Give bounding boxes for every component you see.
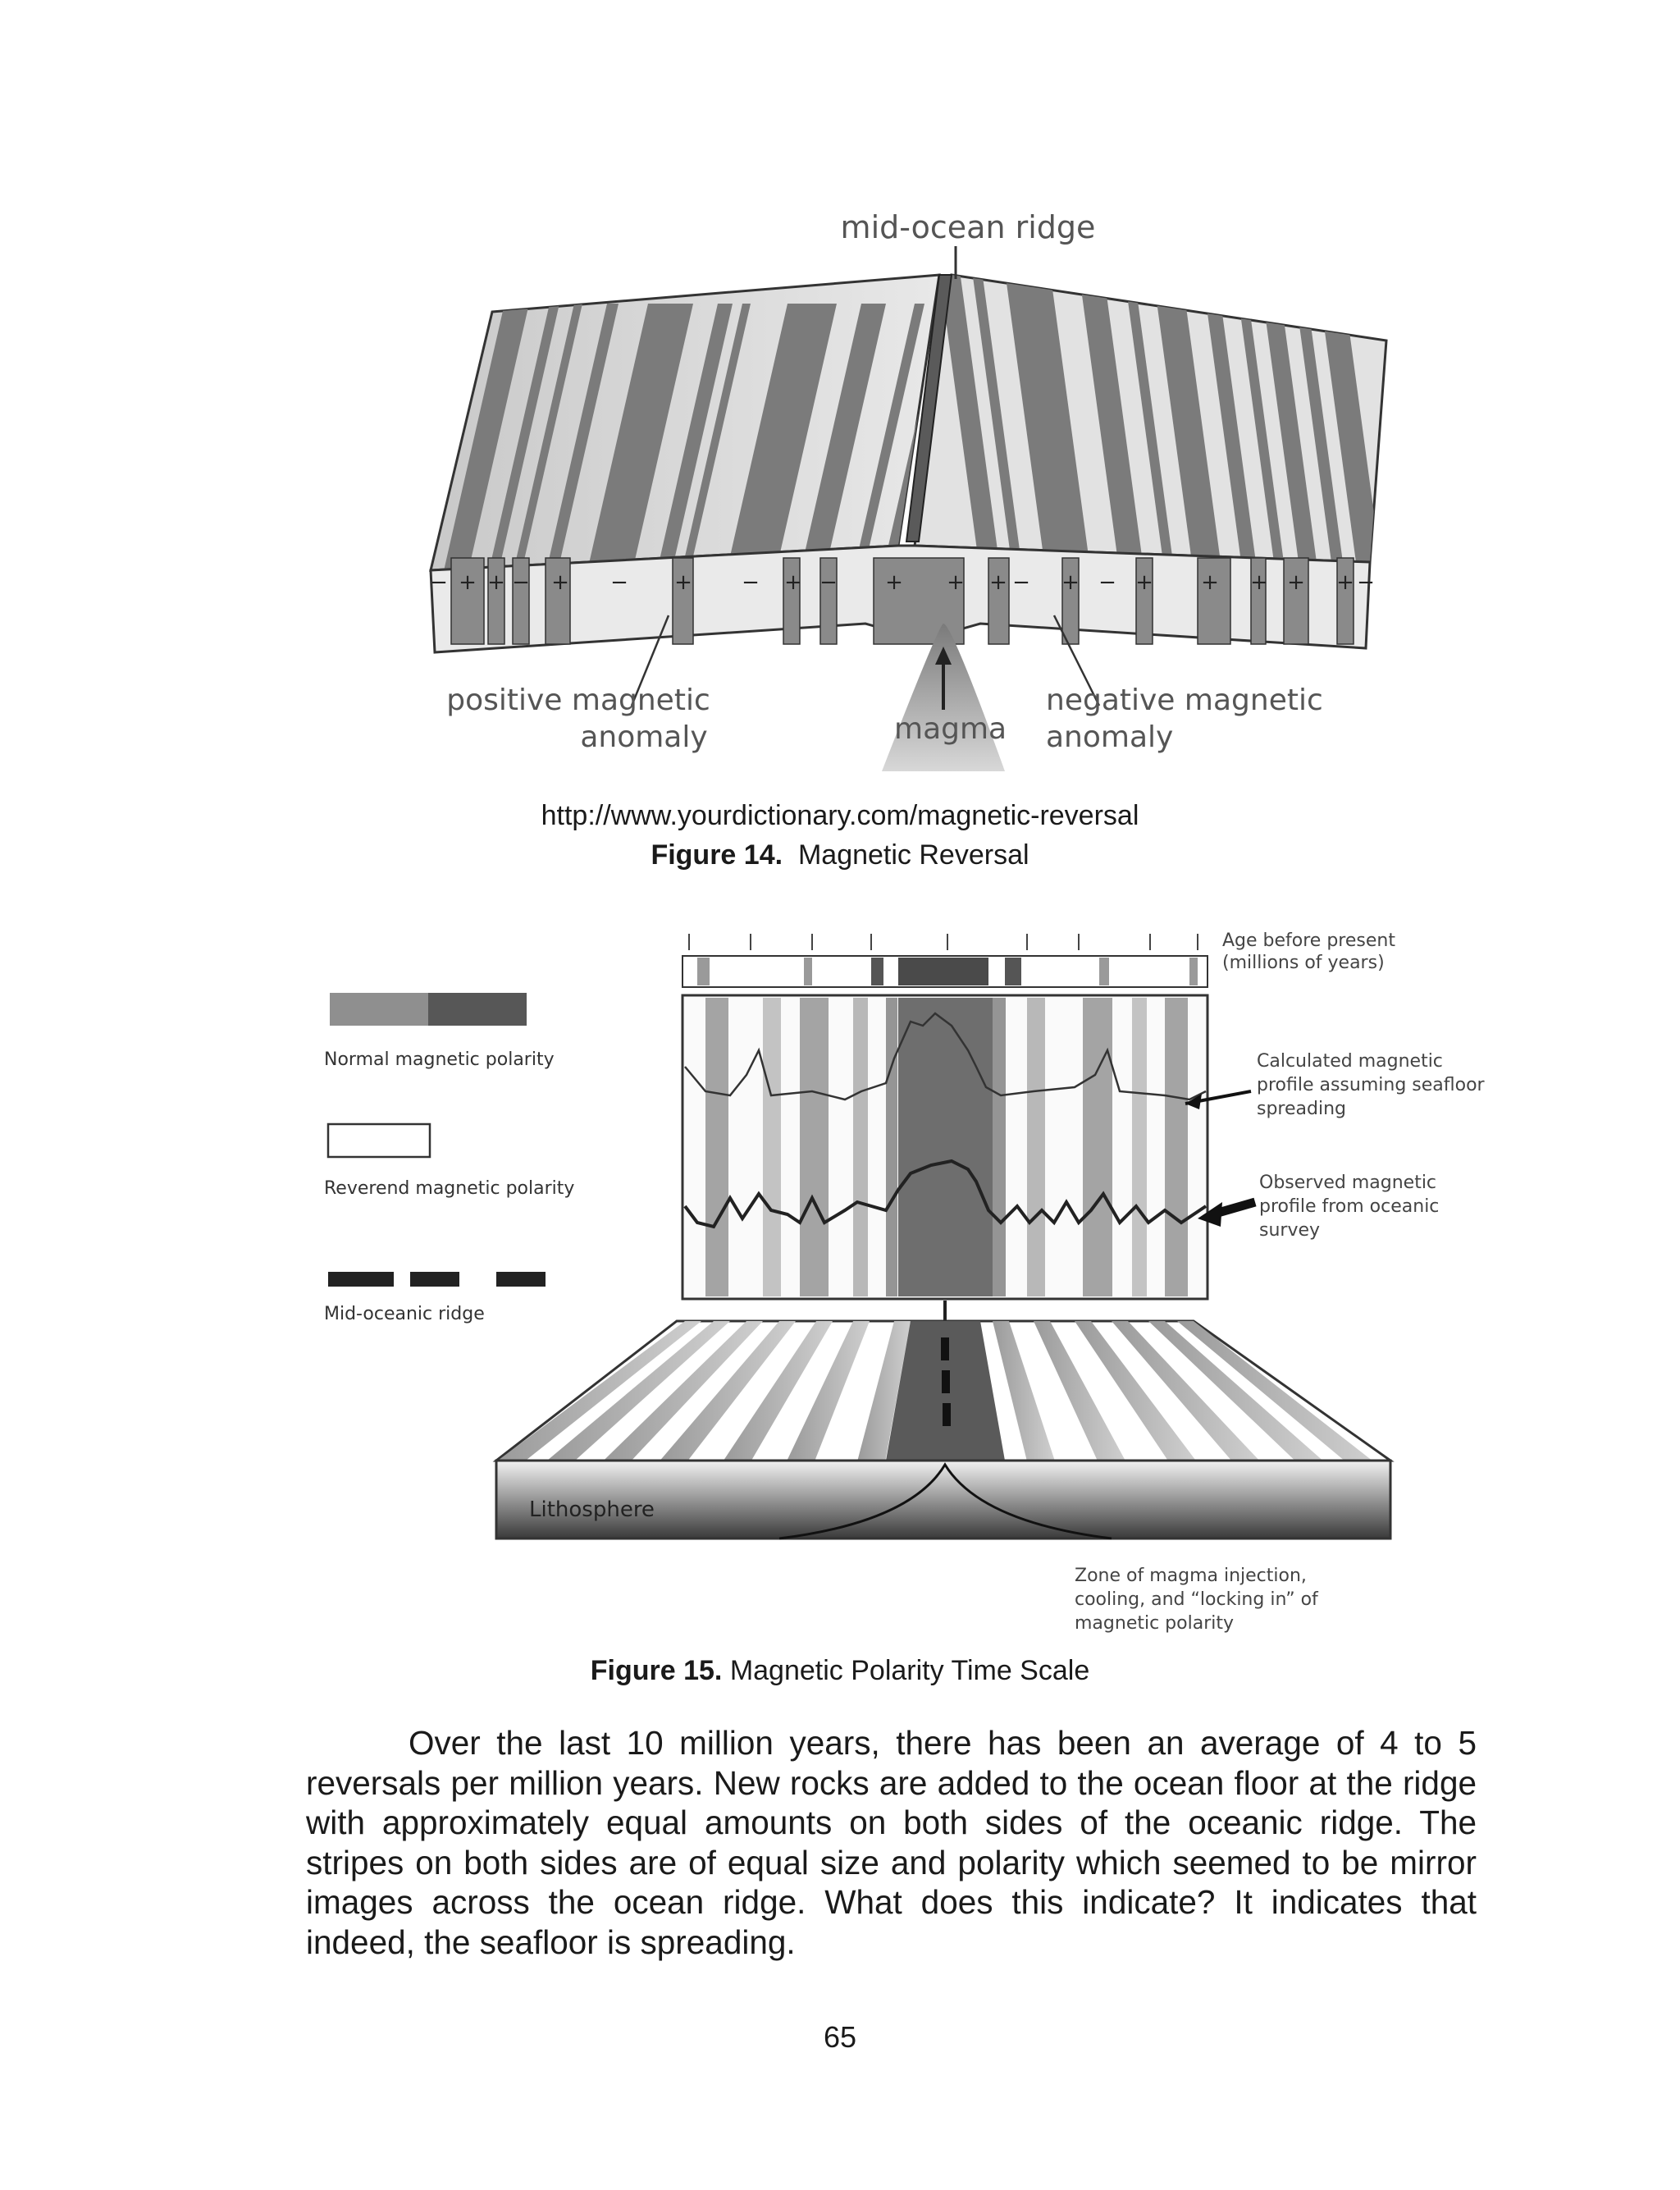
polarity-stripe: [800, 998, 829, 1296]
polarity-stripe: [1132, 998, 1147, 1296]
figure-14-magnetic-reversal-diagram: [414, 197, 1399, 780]
polarity-sign: −: [512, 570, 530, 595]
positive-anomaly-label-2: anomaly: [580, 720, 708, 754]
calc-profile-label-2: profile assuming seafloor: [1257, 1075, 1485, 1095]
polarity-stripe: [993, 998, 1006, 1296]
legend-reversed-swatch: [328, 1124, 430, 1157]
zone-label-3: magnetic polarity: [1075, 1613, 1235, 1634]
polarity-bar-segment: [1099, 958, 1109, 985]
magma-label: magma: [894, 712, 1007, 746]
negative-anomaly-label-1: negative magnetic: [1046, 684, 1323, 717]
polarity-stripe: [705, 998, 728, 1296]
polarity-sign: −: [819, 570, 838, 595]
figure-14-caption: [0, 839, 1680, 871]
ridge-dash: [943, 1403, 951, 1426]
age-label-1: Age before present: [1222, 930, 1395, 951]
polarity-sign: +: [1250, 570, 1268, 595]
polarity-sign: +: [674, 570, 692, 595]
obs-profile-label-3: survey: [1259, 1220, 1321, 1241]
figure-15-caption: [0, 1655, 1680, 1687]
polarity-sign: +: [784, 570, 802, 595]
legend-reversed-label: Reverend magnetic polarity: [324, 1178, 575, 1199]
polarity-bar-segment: [1189, 958, 1198, 985]
polarity-sign: +: [1336, 570, 1354, 595]
legend-ridge-label: Mid-oceanic ridge: [324, 1304, 485, 1324]
polarity-sign: +: [1287, 570, 1305, 595]
page-number: 65: [823, 2020, 857, 2054]
polarity-stripe: [853, 998, 868, 1296]
polarity-sign: +: [487, 570, 505, 595]
polarity-sign: +: [989, 570, 1007, 595]
polarity-sign: +: [1135, 570, 1153, 595]
polarity-bar-segment: [1005, 958, 1021, 985]
legend-normal-swatch: [330, 993, 428, 1026]
polarity-sign: +: [459, 570, 477, 595]
polarity-sign: −: [610, 570, 628, 595]
zone-label-2: cooling, and “locking in” of: [1075, 1589, 1318, 1610]
polarity-stripe: [1165, 998, 1188, 1296]
ridge-dash: [942, 1370, 950, 1393]
negative-anomaly-label-2: anomaly: [1046, 720, 1174, 754]
polarity-bar-segment: [697, 958, 710, 985]
figure-14-source-url: http://www.yourdictionary.com/magnetic-reversal: [541, 800, 1139, 831]
positive-anomaly-label-1: positive magnetic: [446, 684, 710, 717]
figure-15-caption-label: Figure 15.: [590, 1655, 723, 1686]
zone-label-1: Zone of magma injection,: [1075, 1566, 1307, 1586]
polarity-sign: −: [1098, 570, 1116, 595]
polarity-sign: +: [551, 570, 569, 595]
polarity-bar-segment: [804, 958, 812, 985]
polarity-sign: +: [1201, 570, 1219, 595]
polarity-stripe: [886, 998, 897, 1296]
polarity-sign: +: [1061, 570, 1080, 595]
polarity-sign: −: [1012, 570, 1030, 595]
polarity-sign: +: [885, 570, 903, 595]
polarity-sign: −: [1357, 570, 1375, 595]
polarity-stripe: [1083, 998, 1112, 1296]
ridge-dash: [941, 1337, 949, 1360]
polarity-stripe: [1027, 998, 1045, 1296]
obs-profile-label-1: Observed magnetic: [1259, 1173, 1437, 1193]
polarity-bar-segment: [871, 958, 883, 985]
polarity-stripe: [763, 998, 781, 1296]
figure-14-caption-text: Magnetic Reversal: [797, 839, 1029, 871]
body-paragraph: Over the last 10 million years, there has been an average of 4 to 5 reversals per million years. New rocks are added to the ocean floor at the ridge with approximately equal amounts on both sides of the oceanic ridge. The stripes on both sides are of equal size and polarity which seemed to be mirror images across the ocean ridge. What does this indicate? It indicates that indeed, the seafloor is spreading.: [306, 1724, 1477, 1961]
calc-profile-label-1: Calculated magnetic: [1257, 1051, 1443, 1072]
obs-profile-label-2: profile from oceanic: [1259, 1196, 1440, 1217]
lithosphere-label: Lithosphere: [529, 1497, 655, 1522]
legend-normal-label: Normal magnetic polarity: [324, 1049, 555, 1070]
polarity-bar-segment: [898, 958, 988, 985]
ridge-label: mid-ocean ridge: [840, 209, 1096, 245]
polarity-stripe: [898, 998, 993, 1296]
age-label-2: (millions of years): [1222, 953, 1385, 973]
calc-profile-label-3: spreading: [1257, 1099, 1346, 1119]
figure-15-caption-text: Magnetic Polarity Time Scale: [729, 1655, 1090, 1686]
polarity-sign: −: [430, 570, 448, 595]
polarity-sign: −: [742, 570, 760, 595]
figure-14-caption-label: Figure 14.: [651, 839, 783, 871]
polarity-sign: +: [947, 570, 965, 595]
figure-15-polarity-time-scale-diagram: [320, 927, 1485, 1641]
